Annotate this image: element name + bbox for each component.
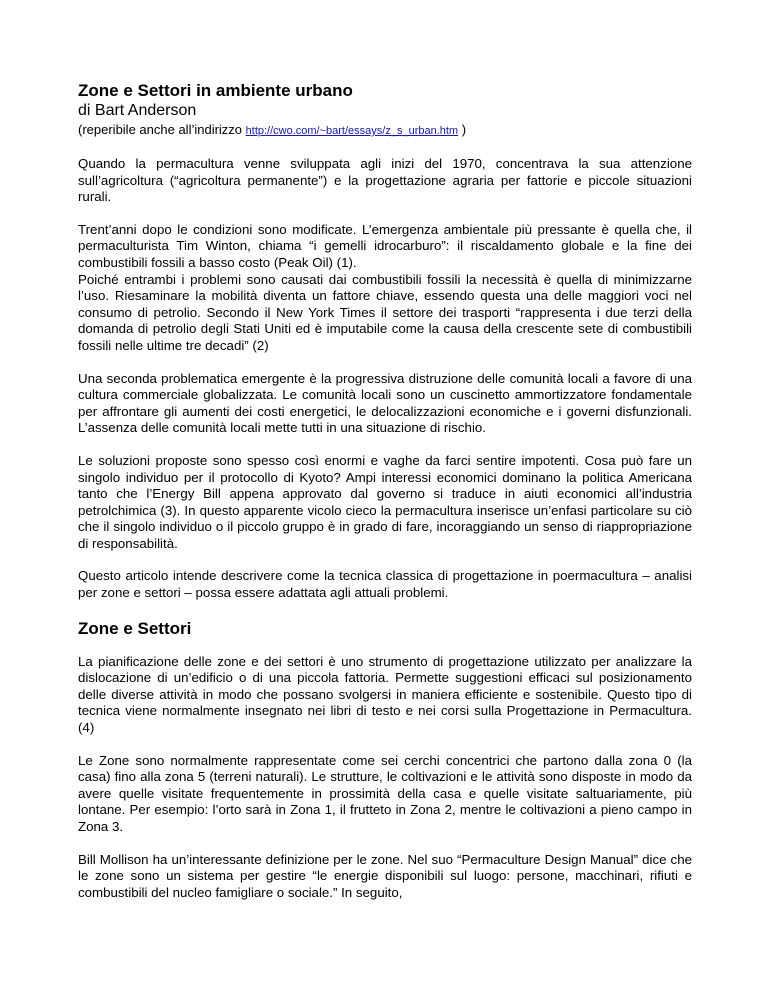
document-page [78,80,692,901]
paragraph-zones: Le Zone sono normalmente rappresentate come sei cerchi concentrici che partono dalla zona 0 (la casa) fino alla zona 5 (terreni naturali). Le strutture, le coltivazioni e le attività sono disposte in modo da avere quelle visitate frequentemente in prossimità della casa e quelle visitate saltuariamente, più lontane. Per esempio: l’orto sarà in Zona 1, il frutteto in Zona 2, mentre le coltivazioni a pieno campo in Zona 3. [78,752,692,834]
paragraph-mollison: Bill Mollison ha un’interessante definizione per le zone. Nel suo “Permaculture Design Manual” dice che le zone sono un sistema per gestire “le energie disponibili sul luogo: persone, macchinari, rifiuti e combustibili del nucleo famigliare o sociale.” In seguito, [78,851,692,900]
paragraph-intro: Quando la permacultura venne sviluppata agli inizi del 1970, concentrava la sua attenzione sull’agricoltura (“agricoltura permanente”) e la progettazione agraria per fattorie e piccole situazioni rurali. [78,156,692,205]
article-title: Zone e Settori in ambiente urbano [78,81,353,100]
paragraph-communities: Una seconda problematica emergente è la progressiva distruzione delle comunità locali a favore di una cultura commerciale globalizzata. Le comunità locali sono un cuscinetto ammortizzatore fondamentale per affrontare gli aumenti dei costi energetici, le delocalizzazioni economiche e i governi disfunzionali. L’assenza delle comunità locali mette tutti in una situazione di rischio. [78,370,692,436]
reference-line [78,122,692,139]
section-title: Zone e Settori [78,618,192,638]
paragraph-fossil-fuels: Poiché entrambi i problemi sono causati dai combustibili fossili la necessità è quella di minimizzarne l’uso. Riesaminare la mobilità diventa un fattore chiave, essendo questa una delle maggiori voci nel consumo di petrolio. Secondo il New York Times il settore dei trasporti “rappresenta i due terzi della domanda di petrolio degli Stati Uniti ed è imputabile come la causa della crescente sete di combustibili fossili nelle ultime tre decadi” (2) [78,271,692,353]
paragraph-purpose: Questo articolo intende descrivere come la tecnica classica di progettazione in poermacultura – analisi per zone e settori – possa essere adattata agli attuali problemi. [78,568,692,601]
reference-prefix: (reperibile anche all’indirizzo [78,122,246,137]
reference-link[interactable]: http://cwo.com/~bart/essays/z_s_urban.htm [245,125,459,137]
reference-suffix: ) [458,122,467,137]
paragraph-planning: La pianificazione delle zone e dei settori è uno strumento di progettazione utilizzato per analizzare la dislocazione di un’edificio o di una piccola fattoria. Permette suggestioni efficaci sul posizionamento delle diverse attività in modo che possano svolgersi in maniera efficiente e sostenibile. Questo tipo di tecnica viene normalmente insegnato nei libri di testo e nei corsi sulla Progettazione in Permacultura. (4) [78,653,692,736]
paragraph-solutions: Le soluzioni proposte sono spesso così enormi e vaghe da farci sentire impotenti. Cosa può fare un singolo individuo per il protocollo di Kyoto? Ampi interessi economici dominano la politica Americana tanto che l’Energy Bill appena approvato dal governo si traduce in aiuti economici all’industria petrolchimica (3). In questo apparente vicolo cieco la permacultura inserisce un’enfasi particolare su ciò che il singolo individuo o il piccolo gruppo è in grado di fare, incoraggiando un senso di riappropriazione di responsabilità. [78,452,692,551]
paragraph-conditions: Trent’anni dopo le condizioni sono modificate. L’emergenza ambientale più pressante è quella che, il permaculturista Tim Winton, chiama “i gemelli idrocarburo”: il riscaldamento globale e la fine dei combustibili fossili a basso costo (Peak Oil) (1). [78,221,692,270]
article-byline: di Bart Anderson [78,102,197,119]
